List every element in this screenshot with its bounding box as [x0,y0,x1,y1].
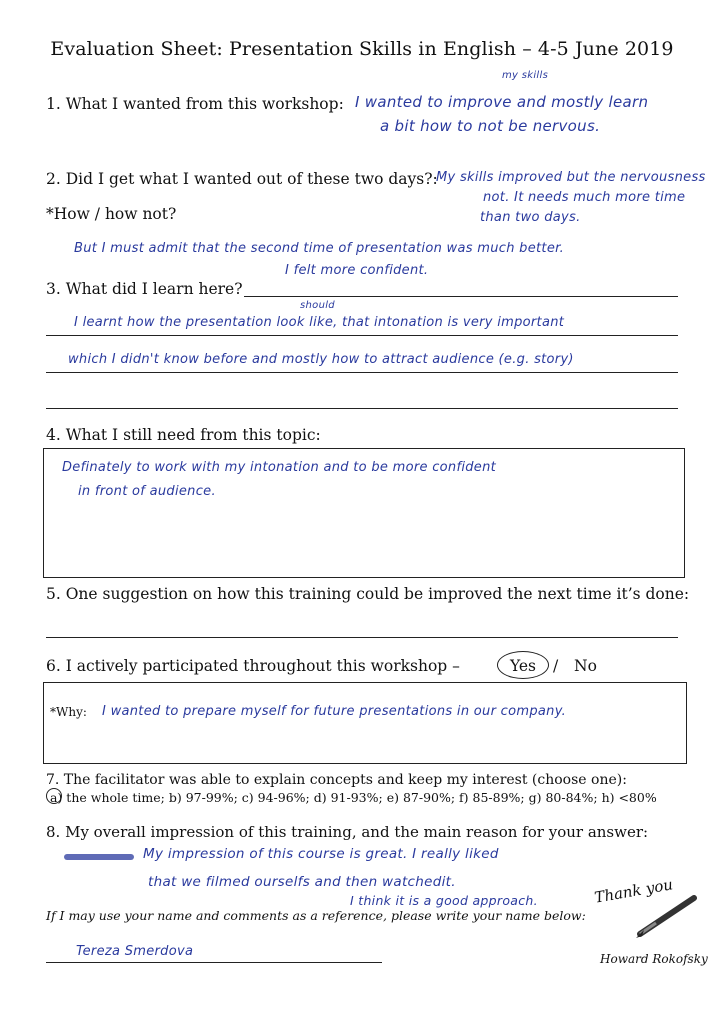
thank-you-note: Thank you [593,875,675,907]
reference-label: If I may use your name and comments as a reference, please write your name below: [46,908,586,923]
question-6-why-box[interactable] [43,682,687,764]
question-8-answer-line-2: that we filmed ourselfs and then watchedit. [148,874,456,890]
question-8-label: 8. My overall impression of this training, and the main reason for your answer: [46,823,649,841]
why-answer: I wanted to prepare myself for future presentations in our company. [102,704,567,719]
question-1-answer-line-2: a bit how to not be nervous. [380,117,601,135]
question-3-insert: should [300,300,335,311]
question-3-answer-line-1: I learnt how the presentation look like, that intonation is very important [74,315,565,330]
yes-option[interactable]: Yes [510,657,537,675]
question-8-answer-line-3: I think it is a good approach. [350,893,538,908]
question-3-rule-2 [46,335,678,336]
question-4-answer-line-2: in front of audience. [78,484,216,499]
question-3-rule-3 [46,372,678,373]
reference-name: Tereza Smerdova [76,944,194,959]
question-7-options: a) the whole time; b) 97-99%; c) 94-96%; d) 91-93%; e) 87-90%; f) 85-89%; g) 80-84%; h) <80% [50,790,657,805]
signature-name: Howard Rokofsky [600,952,708,966]
question-3-rule-1 [244,296,678,297]
reference-name-rule [46,962,382,963]
question-2-label: 2. Did I get what I wanted out of these two days?: [46,170,438,188]
question-2-answer-line-1: My skills improved but the nervousness [436,170,706,185]
question-2-sub-label: *How / how not? [46,205,177,223]
question-2-answer-line-4: But I must admit that the second time of presentation was much better. [74,241,564,256]
question-8-answer-line-1: My impression of this course is great. I really liked [143,846,499,862]
question-2-answer-line-2: not. It needs much more time [483,190,686,205]
question-4-label: 4. What I still need from this topic: [46,426,321,444]
question-4-answer-line-1: Definately to work with my intonation and to be more confident [62,460,497,475]
question-5-label: 5. One suggestion on how this training could be improved the next time it’s done: [46,585,690,603]
question-3-label: 3. What did I learn here? [46,280,243,298]
page-title: Evaluation Sheet: Presentation Skills in English – 4-5 June 2019 [50,38,674,60]
question-6-label: 6. I actively participated throughout this workshop – [46,657,460,675]
why-label: *Why: [50,705,87,719]
question-1-answer-line-1: I wanted to improve and mostly learn [355,93,649,111]
yes-no-separator: / [553,657,559,675]
question-5-rule [46,637,678,638]
question-2-answer-line-3: than two days. [480,210,581,225]
question-3-rule-4 [46,408,678,409]
question-1-insert: my skills [502,70,549,81]
fountain-pen-icon [636,890,702,940]
question-7-label: 7. The facilitator was able to explain concepts and keep my interest (choose one): [46,772,627,788]
no-option[interactable]: No [574,657,597,675]
question-2-answer-line-5: I felt more confident. [285,263,429,278]
crossed-out-scribble [64,854,134,860]
question-3-answer-line-2: which I didn't know before and mostly how to attract audience (e.g. story) [68,352,574,367]
question-1-label: 1. What I wanted from this workshop: [46,95,344,113]
